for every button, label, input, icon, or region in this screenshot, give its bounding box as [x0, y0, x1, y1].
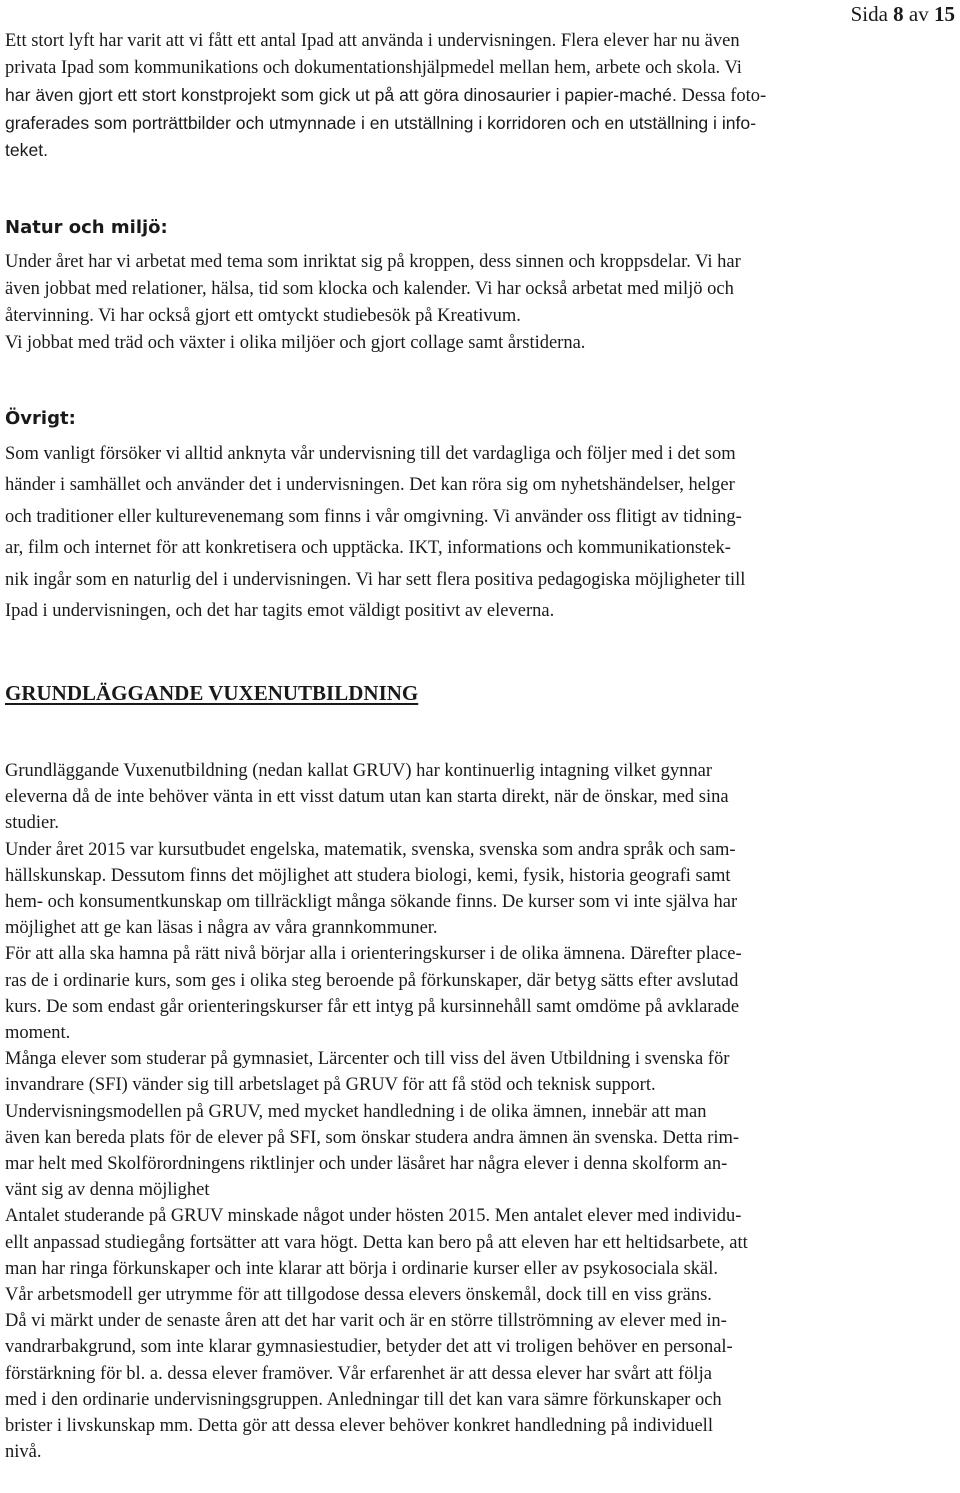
- ovrigt-line: nik ingår som en naturlig del i undervisningen. Vi har sett flera positiva pedagogiska möjligheter till: [5, 569, 746, 590]
- gruv-line: studier.: [5, 813, 59, 834]
- gruv-line: möjlighet att ge kan läsas i några av våra grannkommuner.: [5, 918, 438, 939]
- gruv-line: Då vi märkt under de senaste åren att det har varit och är en större tillströmning av elever med in-: [5, 1311, 727, 1332]
- gruv-line: mar helt med Skolförordningens riktlinjer och under läsåret har några elever i denna skolform an-: [5, 1154, 728, 1175]
- gruv-line: kurs. De som endast går orienteringskurser får ett intyg på kursinnehåll samt omdöme på avklarade: [5, 996, 740, 1017]
- ovrigt-heading: Övrigt:: [5, 408, 76, 429]
- gruv-line: ras de i ordinarie kurs, som ges i olika steg beroende på förkunskaper, där betyg sätts efter avslutad: [5, 970, 739, 991]
- page-number: [851, 2, 955, 26]
- gruv-line: För att alla ska hamna på rätt nivå börjar alla i orienteringskurser i de olika ämnena. Därefter place-: [5, 944, 742, 965]
- natur-heading: Natur och miljö:: [5, 217, 168, 238]
- page-number-total: 15: [934, 2, 955, 26]
- intro-line: graferades som porträttbilder och utmynnade i en utställning i korridoren och en utställning i info-: [5, 113, 757, 133]
- gruv-line: invandrare (SFI) vänder sig till arbetslaget på GRUV för att få stöd och teknisk support.: [5, 1075, 656, 1096]
- gruv-line: moment.: [5, 1023, 71, 1044]
- gruv-line: hem- och konsumentkunskap om tillräckligt många sökande finns. De kurser som vi inte själva har: [5, 892, 738, 913]
- gruv-line: förstärkning för bl. a. dessa elever framöver. Vår erfarenhet är att dessa elever har svårt att följa: [5, 1363, 712, 1384]
- gruv-line: Grundläggande Vuxenutbildning (nedan kallat GRUV) har kontinuerlig intagning vilket gynnar: [5, 761, 713, 781]
- ovrigt-line: Ipad i undervisningen, och det har tagits emot väldigt positivt av eleverna.: [5, 601, 555, 622]
- page-number-prefix: Sida: [850, 2, 894, 26]
- ovrigt-line: ar, film och internet för att konkretisera och upptäcka. IKT, informations och kommunikationstek-: [5, 538, 731, 559]
- page-number-current: 8: [893, 2, 904, 26]
- natur-line: även jobbat med relationer, hälsa, tid som klocka och kalender. Vi har också arbetat med miljö och: [5, 279, 734, 299]
- intro-line: teket.: [5, 140, 49, 160]
- intro-line: Ett stort lyft har varit att vi fått ett antal Ipad att använda i undervisningen. Flera elever har nu även: [5, 31, 740, 51]
- ovrigt-line: Som vanligt försöker vi alltid anknyta vår undervisning till det vardagliga och följer med i det som: [5, 444, 736, 464]
- gruv-line: Undervisningsmodellen på GRUV, med mycket handledning i de olika ämnen, innebär att man: [5, 1101, 707, 1122]
- gruv-line: även kan bereda plats för de elever på SFI, som önskar studera andra ämnen än svenska. Detta rim-: [5, 1127, 740, 1148]
- gruv-line: vänt sig av denna möjlighet: [5, 1180, 210, 1201]
- gruv-line: Vår arbetsmodell ger utrymme för att tillgodose dessa elevers önskemål, dock till en viss gräns.: [5, 1285, 712, 1306]
- gruv-line: hällskunskap. Dessutom finns det möjlighet att studera biologi, kemi, fysik, historia geografi samt: [5, 865, 731, 886]
- gruv-line: ellt anpassad studiegång fortsätter att vara högt. Detta kan bero på att eleven har ett heltidsarbete, att: [5, 1232, 748, 1253]
- gruv-heading: GRUNDLÄGGANDE VUXENUTBILDNING: [5, 681, 419, 705]
- intro-line: har även gjort ett stort konstprojekt som gick ut på att göra dinosaurier i papier-maché. Dessa foto-: [5, 85, 767, 106]
- intro-line: privata Ipad som kommunikations och dokumentationshjälpmedel mellan hem, arbete och skola. Vi: [5, 58, 742, 78]
- gruv-line: eleverna då de inte behöver vänta in ett visst datum utan kan starta direkt, när de önskar, med sina: [5, 787, 729, 808]
- natur-line: återvinning. Vi har också gjort ett omtyckt studiebesök på Kreativum.: [5, 306, 521, 326]
- natur-paragraph: [5, 249, 955, 357]
- gruv-line: Antalet studerande på GRUV minskade något under hösten 2015. Men antalet elever med individu-: [5, 1206, 742, 1227]
- gruv-line: vandrarbakgrund, som inte klarar gymnasiestudier, betyder det att vi troligen behöver en personal-: [5, 1337, 733, 1358]
- natur-line: Under året har vi arbetat med tema som inriktat sig på kroppen, dess sinnen och kroppsdelar. Vi har: [5, 252, 741, 272]
- gruv-line: nivå.: [5, 1442, 42, 1463]
- gruv-paragraph: [5, 758, 955, 1465]
- ovrigt-line: och traditioner eller kulturevenemang som finns i vår omgivning. Vi använder oss flitigt av tidning-: [5, 506, 742, 527]
- ovrigt-paragraph: [5, 439, 955, 627]
- gruv-line: med i den ordinarie undervisningsgruppen. Anledningar till det kan vara sämre förkunskaper och: [5, 1389, 722, 1410]
- gruv-line: brister i livskunskap mm. Detta gör att dessa elever behöver konkret handledning på individuell: [5, 1416, 713, 1437]
- gruv-line: man har ringa förkunskaper och inte klarar att börja i ordinarie kurser eller av psykosociala skäl.: [5, 1258, 719, 1279]
- natur-line: Vi jobbat med träd och växter i olika miljöer och gjort collage samt årstiderna.: [5, 333, 586, 353]
- gruv-line: Många elever som studerar på gymnasiet, Lärcenter och till viss del även Utbildning i svenska för: [5, 1049, 730, 1070]
- page-number-middle: av: [903, 2, 934, 26]
- ovrigt-line: händer i samhället och använder det i undervisningen. Det kan röra sig om nyhetshändelser, helger: [5, 475, 735, 496]
- intro-paragraph: [5, 28, 955, 165]
- gruv-line: Under året 2015 var kursutbudet engelska, matematik, svenska, svenska som andra språk och sam-: [5, 839, 736, 860]
